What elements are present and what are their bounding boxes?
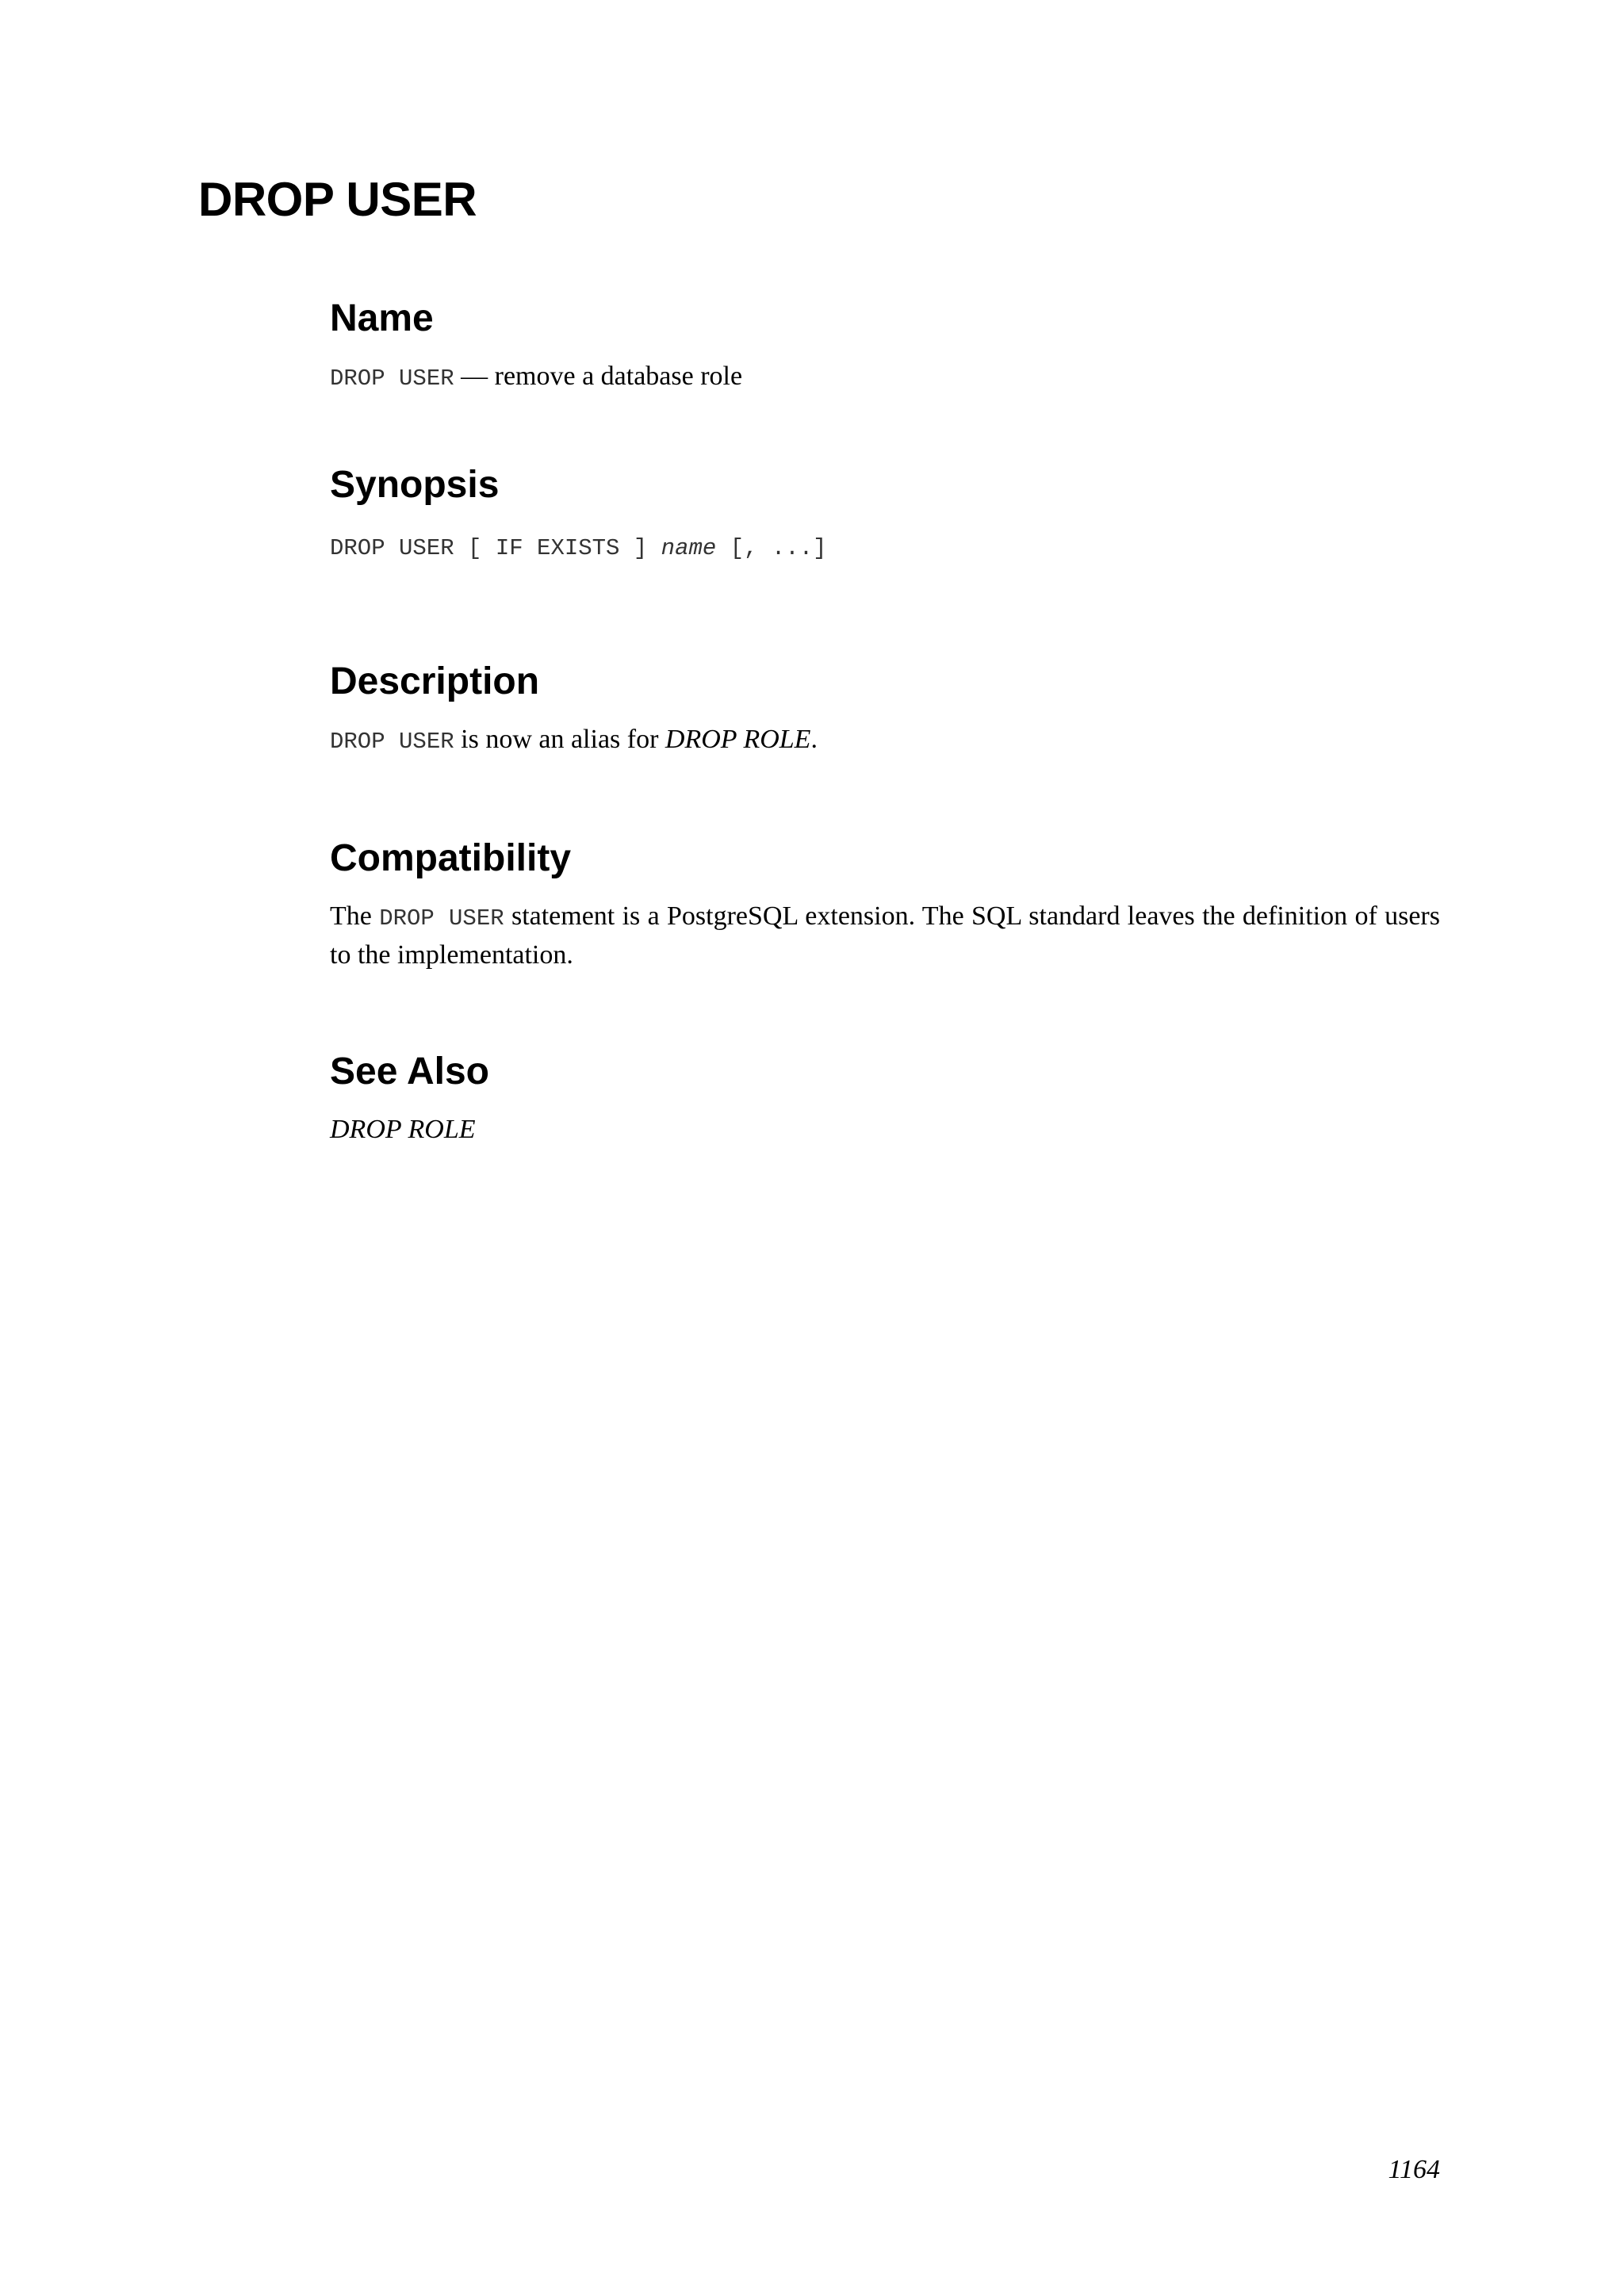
synopsis-suffix: [, ...] (716, 535, 827, 561)
see-also-text (330, 1112, 1440, 1148)
command-purpose: — remove a database role (454, 362, 743, 391)
section-description (330, 660, 1440, 760)
section-see-also (330, 1050, 1440, 1148)
name-line (330, 358, 1440, 397)
synopsis-param: name (661, 535, 717, 561)
see-also-drop-role-link[interactable]: DROP ROLE (330, 1115, 476, 1144)
page-number: 1164 (1388, 2155, 1440, 2184)
section-heading-name: Name (330, 297, 434, 339)
description-command: DROP USER (330, 729, 454, 755)
page-title: DROP USER (198, 173, 477, 226)
section-name (330, 297, 1440, 397)
synopsis-code (330, 533, 1440, 567)
description-text (330, 721, 1440, 760)
section-synopsis (330, 466, 1440, 567)
command-name: DROP USER (330, 365, 454, 392)
section-heading-see-also: See Also (330, 1050, 489, 1093)
section-heading-description: Description (330, 660, 540, 702)
compatibility-command: DROP USER (379, 905, 504, 932)
section-heading-compatibility: Compatibility (330, 837, 572, 879)
drop-role-link[interactable]: DROP ROLE (665, 725, 811, 754)
description-body: is now an alias for (454, 725, 665, 754)
section-heading-synopsis: Synopsis (330, 464, 500, 506)
compatibility-lead: The (330, 901, 380, 931)
description-end: . (810, 725, 818, 754)
synopsis-prefix: DROP USER [ IF EXISTS ] (330, 535, 661, 561)
compatibility-body: statement is a PostgreSQL extension. The SQL standard leaves the definition of users to the implementation. (330, 901, 1440, 970)
compatibility-text (330, 898, 1440, 974)
section-compatibility (330, 837, 1440, 974)
